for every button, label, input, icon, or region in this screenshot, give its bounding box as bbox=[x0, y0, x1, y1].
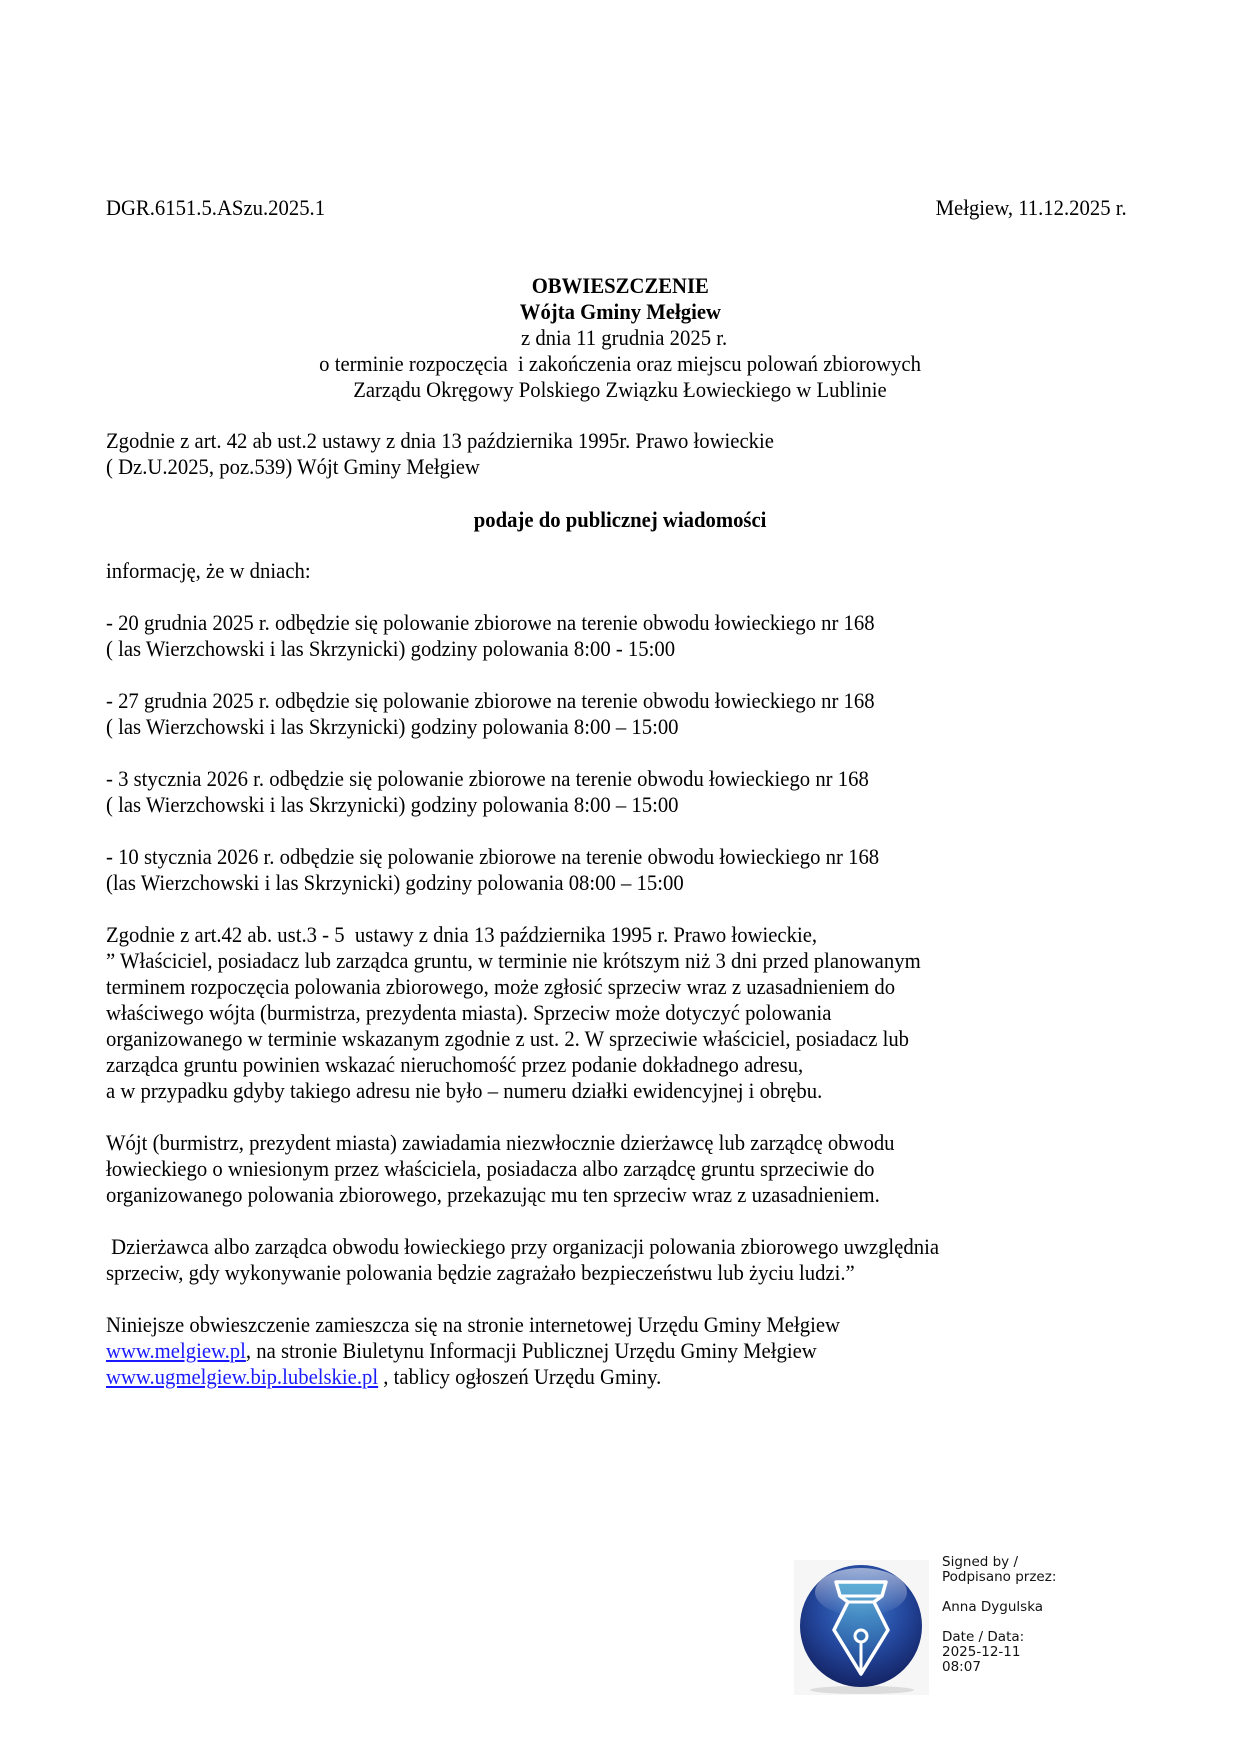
legal-line-6: zarządca gruntu powinien wskazać nieruchomość przez podanie dokładnego adresu, bbox=[106, 1052, 804, 1077]
title-date-text: z dnia 11 grudnia 2025 r. bbox=[520, 325, 728, 350]
signature-date: 2025-12-11 bbox=[942, 1644, 1021, 1660]
title-date bbox=[0, 324, 1240, 352]
hunt-item-3-line-2: ( las Wierzchowski i las Skrzynicki) godziny polowania 8:00 – 15:00 bbox=[106, 792, 679, 817]
publication-line-1: Niniejsze obwieszczenie zamieszcza się na stronie internetowej Urzędu Gminy Mełgiew bbox=[106, 1312, 840, 1337]
title-organization bbox=[0, 376, 1240, 404]
legal-line-5: organizowanego w terminie wskazanym zgodnie z ust. 2. W sprzeciwie właściciel, posiadacz lub bbox=[106, 1026, 910, 1051]
publication-line-3-text: , tablicy ogłoszeń Urzędu Gminy. bbox=[378, 1364, 662, 1389]
hunt-item-2-line-1: - 27 grudnia 2025 r. odbędzie się polowanie zbiorowe na terenie obwodu łowieckiego nr 168 bbox=[106, 688, 875, 713]
legal-line-1: Zgodnie z art.42 ab. ust.3 - 5 ustawy z dnia 13 października 1995 r. Prawo łowieckie, bbox=[106, 922, 818, 947]
signed-by-label: Signed by / bbox=[942, 1554, 1019, 1570]
title-organization-text: Zarządu Okręgowy Polskiego Związku Łowieckiego w Lublinie bbox=[353, 377, 887, 402]
electronic-signature bbox=[790, 1555, 1090, 1700]
hunt-item-1-line-2: ( las Wierzchowski i las Skrzynicki) godziny polowania 8:00 - 15:00 bbox=[106, 636, 676, 661]
signer-name: Anna Dygulska bbox=[942, 1599, 1044, 1615]
title-subject-text: o terminie rozpoczęcia i zakończenia oraz miejscu polowań zbiorowych bbox=[319, 351, 921, 376]
legal-line-7: a w przypadku gdyby takiego adresu nie było – numeru działki ewidencyjnej i obrębu. bbox=[106, 1078, 823, 1103]
melgiew-website-link[interactable]: www.melgiew.pl bbox=[106, 1338, 246, 1363]
announce-heading-text: podaje do publicznej wiadomości bbox=[473, 507, 767, 532]
title-obwieszczenie: OBWIESZCZENIE bbox=[531, 273, 709, 298]
publication-line-2-text: , na stronie Biuletynu Informacji Publicznej Urzędu Gminy Mełgiew bbox=[245, 1338, 817, 1363]
wojt-line-1: Wójt (burmistrz, prezydent miasta) zawiadamia niezwłocznie dzierżawcę lub zarządcę obwodu bbox=[106, 1130, 895, 1155]
title-subject bbox=[0, 350, 1240, 378]
fountain-pen-nib-icon bbox=[794, 1560, 929, 1695]
hunt-item-4-line-1: - 10 stycznia 2026 r. odbędzie się polowanie zbiorowe na terenie obwodu łowieckiego nr 168 bbox=[106, 844, 880, 869]
place-and-date: Mełgiew, 11.12.2025 r. bbox=[935, 195, 1127, 220]
hunt-item-1-line-1: - 20 grudnia 2025 r. odbędzie się polowanie zbiorowe na terenie obwodu łowieckiego nr 168 bbox=[106, 610, 875, 635]
legal-line-4: właściwego wójta (burmistrza, prezydenta miasta). Sprzeciw może dotyczyć polowania bbox=[106, 1000, 832, 1025]
hunt-item-4-line-2: (las Wierzchowski i las Skrzynicki) godziny polowania 08:00 – 15:00 bbox=[106, 870, 684, 895]
info-lead: informację, że w dniach: bbox=[106, 558, 311, 583]
publication-line-2 bbox=[106, 1337, 817, 1365]
dzierzawca-line-2: sprzeciw, gdy wykonywanie polowania będzie zagrażało bezpieczeństwu lub życiu ludzi.” bbox=[106, 1260, 855, 1285]
reference-number: DGR.6151.5.ASzu.2025.1 bbox=[106, 195, 326, 220]
intro-line-2: ( Dz.U.2025, poz.539) Wójt Gminy Mełgiew bbox=[106, 454, 480, 479]
title-issuer-text: Wójta Gminy Mełgiew bbox=[519, 299, 721, 324]
dzierzawca-line-1: Dzierżawca albo zarządca obwodu łowieckiego przy organizacji polowania zbiorowego uwzględnia bbox=[106, 1234, 940, 1259]
legal-line-2: ” Właściciel, posiadacz lub zarządca gruntu, w terminie nie krótszym niż 3 dni przed planowanym bbox=[106, 948, 921, 973]
signed-by-label-pl: Podpisano przez: bbox=[942, 1569, 1057, 1585]
wojt-line-3: organizowanego polowania zbiorowego, przekazując mu ten sprzeciw wraz z uzasadnieniem. bbox=[106, 1182, 880, 1207]
hunt-item-3-line-1: - 3 stycznia 2026 r. odbędzie się polowanie zbiorowe na terenie obwodu łowieckiego nr 168 bbox=[106, 766, 869, 791]
bip-website-link[interactable]: www.ugmelgiew.bip.lubelskie.pl bbox=[106, 1364, 379, 1389]
title-issuer bbox=[0, 298, 1240, 326]
intro-line-1: Zgodnie z art. 42 ab ust.2 ustawy z dnia 13 października 1995r. Prawo łowieckie bbox=[106, 428, 774, 453]
publication-line-3 bbox=[106, 1363, 661, 1391]
announce-heading bbox=[0, 506, 1240, 534]
legal-line-3: terminem rozpoczęcia polowania zbiorowego, może zgłosić sprzeciw wraz z uzasadnieniem do bbox=[106, 974, 896, 999]
document-title bbox=[0, 272, 1240, 300]
signature-time: 08:07 bbox=[942, 1659, 981, 1675]
signature-details bbox=[942, 1555, 1056, 1675]
date-label: Date / Data: bbox=[942, 1629, 1025, 1645]
wojt-line-2: łowieckiego o wniesionym przez właściciela, posiadacza albo zarządcę gruntu sprzeciwie do bbox=[106, 1156, 875, 1181]
hunt-item-2-line-2: ( las Wierzchowski i las Skrzynicki) godziny polowania 8:00 – 15:00 bbox=[106, 714, 679, 739]
